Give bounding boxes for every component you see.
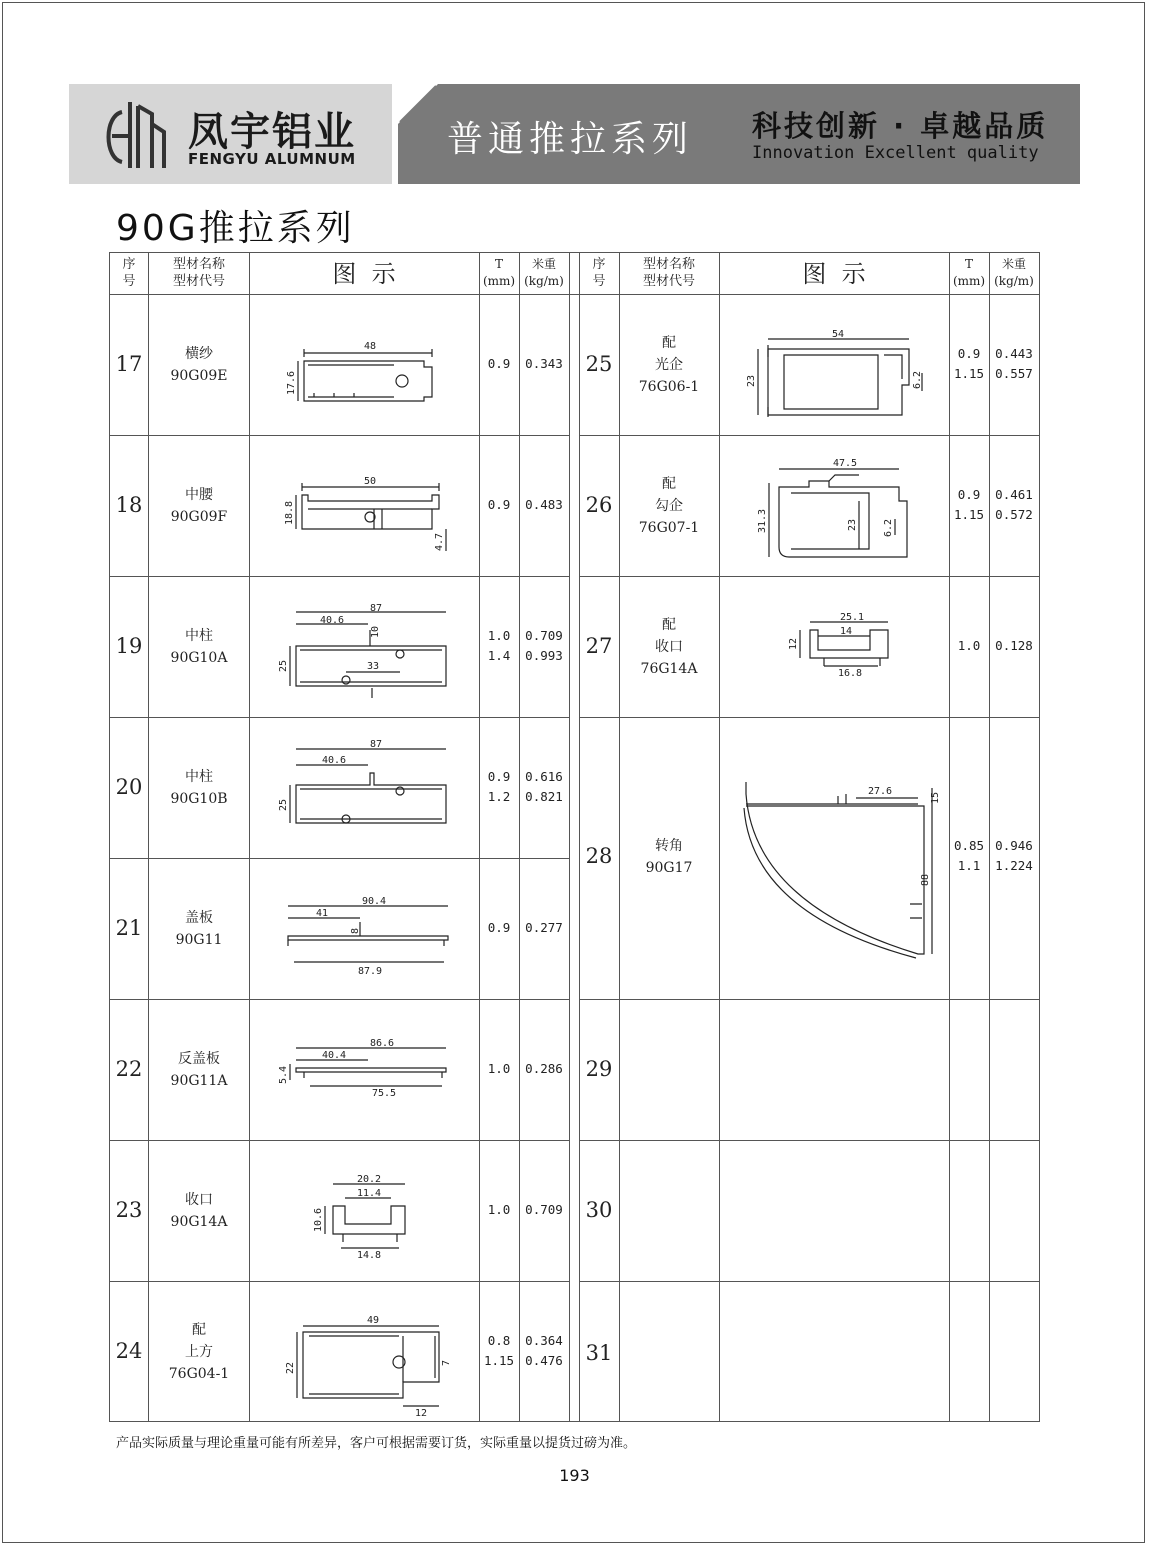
thickness: 0.9 (487, 920, 511, 935)
dimension-label: 54 (832, 329, 845, 340)
profile-drawing (309, 1170, 419, 1260)
dimension-label: 41 (316, 908, 329, 919)
profile-drawing (274, 1034, 454, 1114)
dimension-label: 10 (370, 625, 381, 638)
header-weight: 米重 (kg/m) (524, 257, 564, 288)
profile-name: 收口 90G14A (170, 1192, 228, 1230)
thickness: 0.9 1.15 (953, 487, 985, 522)
thickness: 1.0 (487, 1202, 511, 1217)
dimension-label: 22 (285, 1361, 296, 1374)
profile-drawing (279, 1312, 459, 1419)
dimension-label: 11.4 (357, 1188, 382, 1199)
row-number: 30 (585, 1198, 613, 1222)
dimension-label: 15 (930, 791, 941, 804)
profile-drawing (744, 327, 934, 422)
weight: 0.616 0.821 (525, 769, 563, 804)
dimension-label: 40.6 (322, 755, 347, 766)
dimension-label: 5.4 (278, 1065, 289, 1084)
dimension-label: 49 (367, 1315, 380, 1326)
dimension-label: 25 (278, 798, 289, 811)
dimension-label: 87 (370, 603, 383, 614)
row-number: 29 (585, 1057, 613, 1081)
thickness: 1.0 1.4 (487, 628, 511, 663)
dimension-label: 6.2 (883, 518, 894, 537)
profile-drawing (274, 739, 454, 829)
profile-name: 中腰 90G09F (170, 487, 228, 525)
profile-drawing (749, 457, 939, 572)
profile-drawing (734, 774, 944, 964)
header-figure: 图 示 (332, 260, 396, 288)
row-number: 25 (585, 352, 613, 376)
profile-name: 配 收口 76G14A (640, 617, 698, 677)
header-name: 型材名称 型材代号 (642, 257, 695, 289)
thickness: 0.9 1.2 (487, 769, 511, 804)
thickness: 1.0 (957, 638, 981, 653)
dimension-label: 25.1 (840, 612, 865, 623)
profile-name: 配 光企 76G06-1 (638, 335, 700, 395)
header-notch-decoration (398, 84, 440, 126)
weight: 0.128 (995, 638, 1033, 653)
profile-name: 转角 90G17 (645, 838, 693, 876)
dimension-label: 47.5 (833, 458, 858, 469)
row-number: 19 (115, 634, 143, 658)
thickness: 0.9 (487, 497, 511, 512)
dimension-label: 20.2 (357, 1174, 382, 1185)
row-number: 21 (115, 916, 143, 940)
dimension-label: 33 (367, 661, 380, 672)
weight: 0.343 (525, 356, 563, 371)
dimension-label: 23 (847, 518, 858, 531)
row-number: 27 (585, 634, 613, 658)
thickness: 1.0 (487, 1061, 511, 1076)
profile-name: 反盖板 90G11A (170, 1051, 228, 1089)
header-seq: 序 号 (592, 257, 606, 289)
weight: 0.286 (525, 1061, 563, 1076)
dimension-label: 31.3 (757, 508, 768, 533)
dimension-label: 18.8 (284, 500, 295, 525)
brand-name-cn: 凤宇铝业 (188, 109, 356, 155)
dimension-label: 87 (370, 739, 383, 750)
row-number: 24 (115, 1339, 143, 1363)
weight: 0.364 0.476 (525, 1333, 563, 1368)
dimension-label: 14.8 (357, 1250, 382, 1261)
dimension-label: 12 (788, 637, 799, 650)
header-weight: 米重 (kg/m) (994, 257, 1034, 288)
row-number: 22 (115, 1057, 143, 1081)
header-figure: 图 示 (802, 260, 866, 288)
dimension-label: 40.4 (322, 1050, 347, 1061)
profile-drawing (274, 892, 454, 977)
weight: 0.483 (525, 497, 563, 512)
dimension-label: 75.5 (372, 1088, 397, 1099)
profile-name: 配 勾企 76G07-1 (638, 476, 700, 536)
weight: 0.277 (525, 920, 563, 935)
page-number: 193 (559, 1466, 590, 1485)
weight: 0.443 0.557 (995, 346, 1033, 381)
thickness: 0.8 1.15 (483, 1333, 515, 1368)
dimension-label: 40.6 (320, 615, 345, 626)
profile-drawing (274, 337, 454, 407)
profile-name: 中柱 90G10B (170, 769, 228, 807)
series-title: 普通推拉系列 (447, 119, 694, 160)
thickness: 0.85 1.1 (953, 838, 985, 873)
row-number: 17 (115, 352, 143, 376)
profile-drawing (274, 477, 454, 557)
profile-name: 盖板 90G11 (175, 910, 223, 948)
header-name: 型材名称 型材代号 (172, 257, 225, 289)
dimension-label: 86.6 (370, 1038, 395, 1049)
profile-name: 配 上方 76G04-1 (168, 1322, 230, 1382)
dimension-label: 16.8 (838, 668, 863, 679)
dimension-label: 17.6 (286, 370, 297, 395)
row-number: 31 (585, 1341, 613, 1365)
profile-name: 中柱 90G10A (170, 628, 228, 666)
dimension-label: 90.4 (362, 896, 387, 907)
slogan-en: Innovation Excellent quality (752, 143, 1039, 163)
building-logo-icon (100, 98, 170, 172)
header-thickness: T (mm) (482, 257, 516, 288)
dimension-label: 25 (278, 659, 289, 672)
slogan-cn: 科技创新 · 卓越品质 (752, 109, 1049, 143)
profile-table (109, 252, 1040, 1422)
dimension-label: 87.9 (358, 966, 383, 977)
weight: 0.709 (525, 1202, 563, 1217)
dimension-label: 8 (350, 927, 361, 934)
dimension-label: 10.6 (313, 1207, 324, 1232)
footnote: 产品实际质量与理论重量可能有所差异，客户可根据需要订货，实际重量以提货过磅为准。 (116, 1436, 637, 1451)
row-number: 26 (585, 493, 613, 517)
thickness: 0.9 1.15 (953, 346, 985, 381)
dimension-label: 6.2 (912, 370, 923, 389)
dimension-label: 50 (364, 476, 377, 487)
dimension-label: 88 (920, 873, 931, 886)
header-thickness: T (mm) (952, 257, 986, 288)
header-seq: 序 号 (122, 257, 136, 289)
row-number: 23 (115, 1198, 143, 1222)
weight: 0.461 0.572 (995, 487, 1033, 522)
weight: 0.709 0.993 (525, 628, 563, 663)
dimension-label: 23 (746, 374, 757, 387)
profile-drawing (784, 610, 904, 680)
profile-drawing (274, 603, 454, 696)
weight: 0.946 1.224 (995, 838, 1033, 873)
row-number: 18 (115, 493, 143, 517)
brand-name-en: FENGYU ALUMNUM (188, 150, 356, 168)
dimension-label: 14 (840, 626, 853, 637)
row-number: 20 (115, 775, 143, 799)
page-heading: 90G推拉系列 (116, 208, 355, 249)
dimension-label: 7 (441, 1359, 452, 1366)
dimension-label: 27.6 (868, 786, 893, 797)
dimension-label: 48 (364, 341, 377, 352)
thickness: 0.9 (487, 356, 511, 371)
dimension-label: 12 (415, 1408, 428, 1419)
profile-name: 横纱 90G09E (170, 346, 228, 384)
dimension-label: 4.7 (434, 532, 445, 551)
row-number: 28 (585, 844, 613, 868)
